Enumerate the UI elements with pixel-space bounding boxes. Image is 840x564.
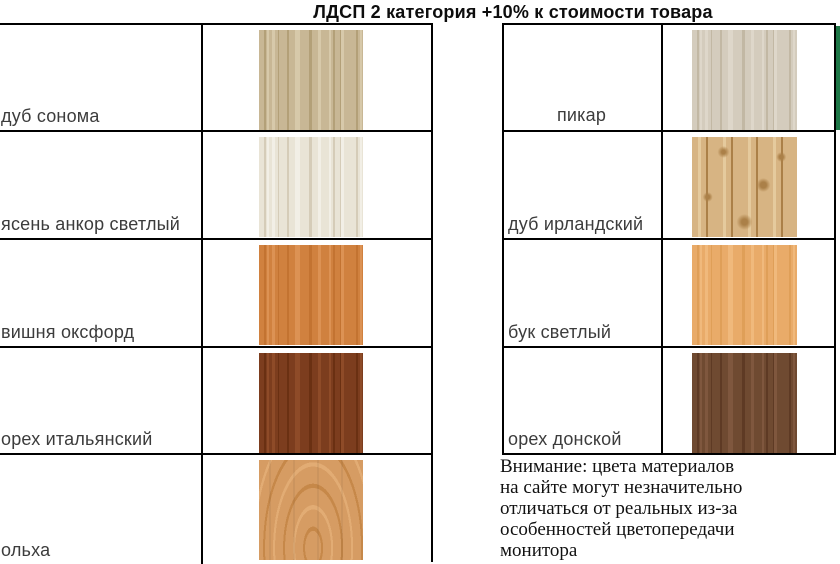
material-label: пикар xyxy=(556,105,607,125)
material-label: орех итальянский xyxy=(1,429,153,449)
material-swatch xyxy=(259,30,363,130)
material-swatch-cell xyxy=(663,240,834,346)
note-line: Внимание: цвета материалов xyxy=(500,456,735,477)
material-swatch-cell xyxy=(663,348,834,453)
material-swatch-cell xyxy=(203,240,431,346)
material-swatch xyxy=(259,353,363,453)
selected-cell-border xyxy=(836,26,840,130)
note-line: отличаться от реальных из-за xyxy=(500,498,738,519)
samples-table-left xyxy=(0,23,433,562)
material-swatch-cell xyxy=(663,132,834,238)
material-label-cell xyxy=(0,240,203,346)
samples-table-right xyxy=(502,23,836,455)
table-row xyxy=(504,132,834,240)
material-label: дуб сонома xyxy=(1,106,100,126)
note-line: монитора xyxy=(500,540,578,561)
table-row xyxy=(0,240,431,348)
material-label-cell xyxy=(0,348,203,453)
material-label: бук светлый xyxy=(508,322,612,342)
color-accuracy-note xyxy=(500,456,770,561)
material-label-cell xyxy=(0,455,203,564)
material-label-cell xyxy=(504,240,663,346)
table-row xyxy=(0,348,431,455)
material-label-cell xyxy=(504,25,663,130)
material-label: ясень анкор светлый xyxy=(1,214,181,234)
material-swatch xyxy=(259,245,363,345)
material-label: дуб ирландский xyxy=(508,214,644,234)
table-row xyxy=(504,240,834,348)
material-swatch xyxy=(259,460,363,560)
table-row xyxy=(504,25,834,132)
material-swatch xyxy=(692,353,797,453)
material-swatch xyxy=(692,137,797,237)
material-swatch xyxy=(692,245,797,345)
material-label-cell xyxy=(0,25,203,130)
material-swatch-cell xyxy=(203,25,431,130)
table-row xyxy=(0,132,431,240)
material-swatch xyxy=(259,137,363,237)
material-swatch-cell xyxy=(203,132,431,238)
material-swatch-cell xyxy=(203,455,431,564)
material-label-cell xyxy=(504,348,663,453)
table-row xyxy=(0,25,431,132)
table-row xyxy=(0,455,431,564)
material-label-cell xyxy=(504,132,663,238)
note-line: особенностей цветопередачи xyxy=(500,519,735,540)
note-line: на сайте могут незначительно xyxy=(500,477,743,498)
material-swatch-cell xyxy=(203,348,431,453)
material-label: вишня оксфорд xyxy=(1,322,135,342)
table-row xyxy=(504,348,834,455)
material-swatch xyxy=(692,30,797,130)
material-label: ольха xyxy=(1,540,51,560)
material-label: орех донской xyxy=(508,429,622,449)
material-swatch-cell xyxy=(663,25,834,130)
page-title: ЛДСП 2 категория +10% к стоимости товара xyxy=(313,2,713,22)
material-label-cell xyxy=(0,132,203,238)
